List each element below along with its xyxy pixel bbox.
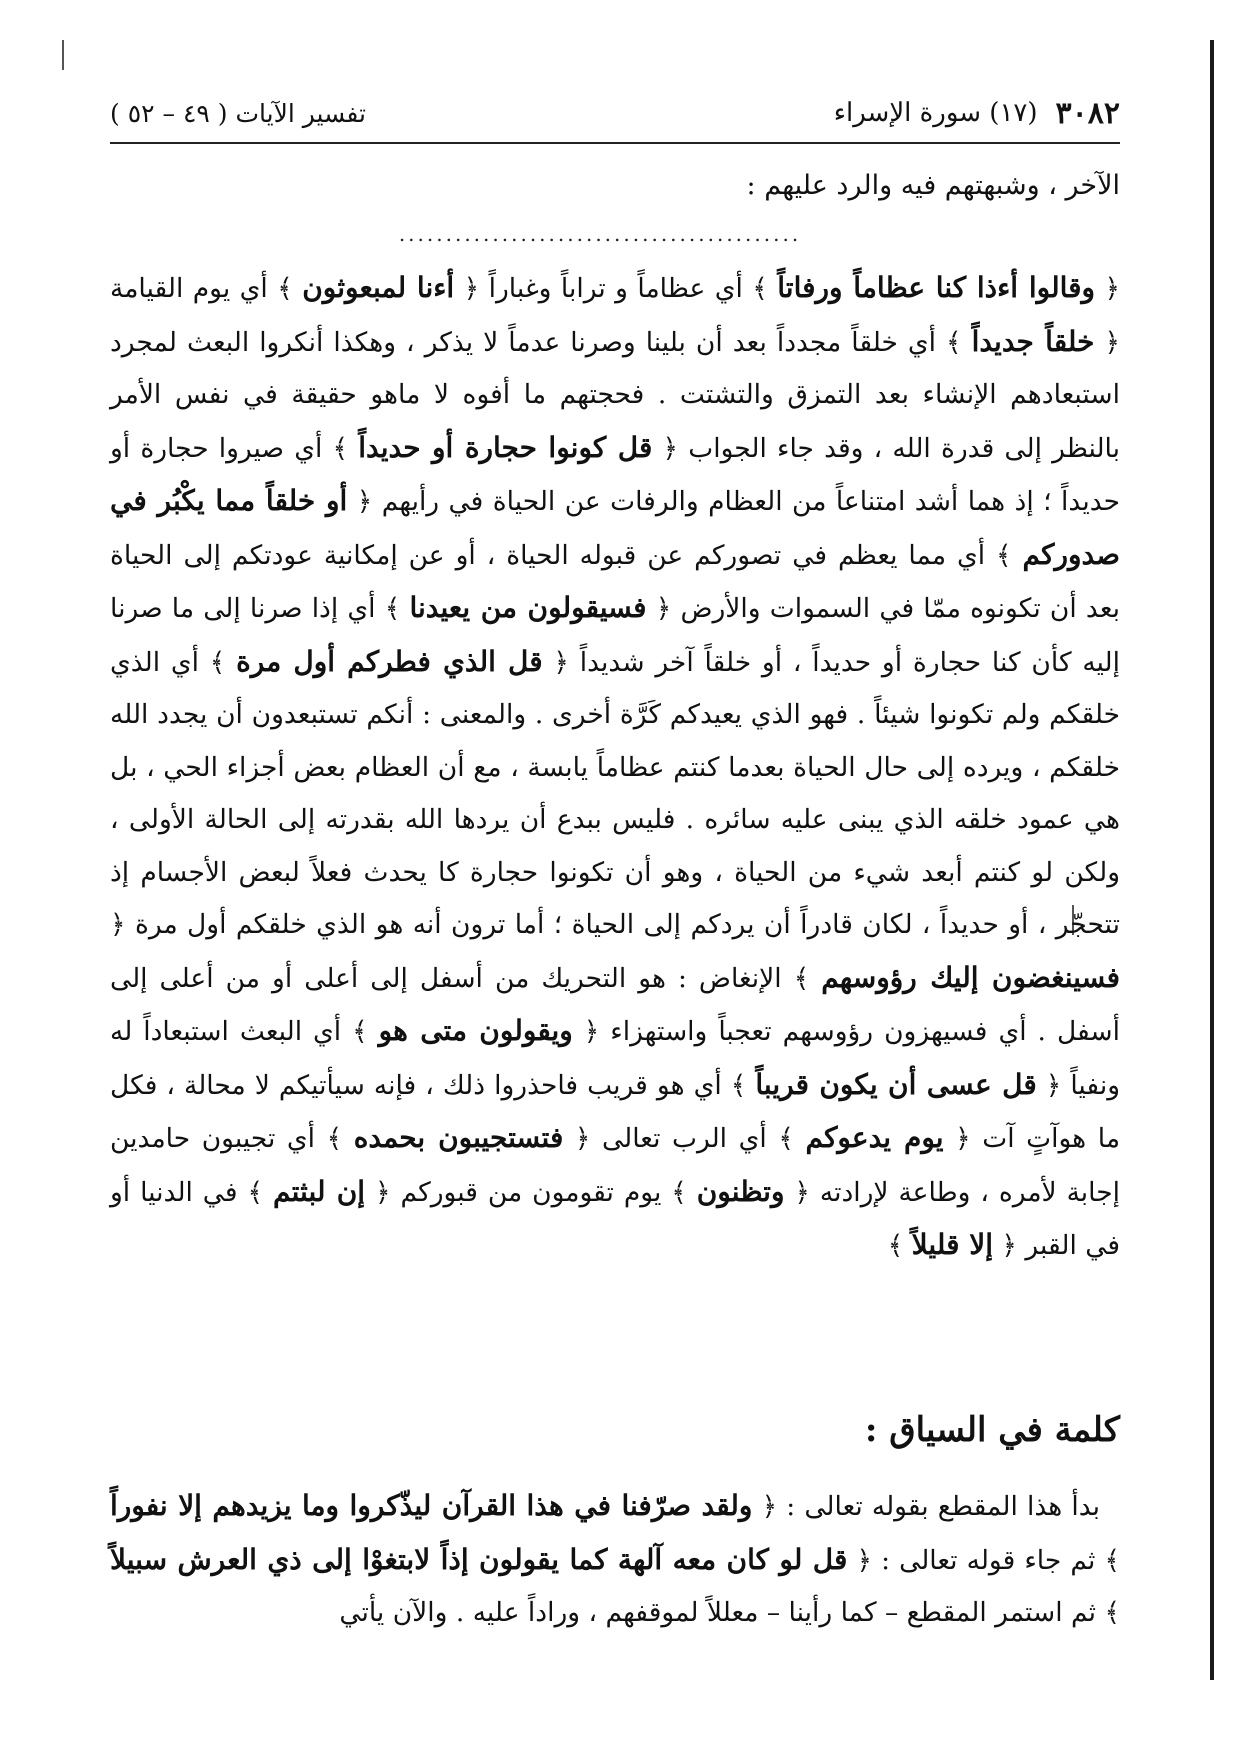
dotted-separator: ........................................... <box>398 222 802 246</box>
commentary-text: ﴾ يوم تقومون من قبوركم ﴿ <box>365 1176 697 1208</box>
commentary-text: ﴾ أي خلقاً مجدداً بعد أن بلينا وصرنا عدماً لا يذكر ، وهكذا أنكروا البعث لمجرد استبعادهم الإنشاء بعد التمزق والتشتت . فحجتهم ما أفوه لا ماهو حقيقة في نفس الأمر بالنظر إلى قدرة الله ، وقد جاء الجواب ﴿ <box>110 326 1121 464</box>
commentary-text: ﴾ أي يوم القيامة ﴿ <box>110 273 1120 358</box>
commentary-paragraph <box>110 262 1120 1273</box>
commentary-text: ﴾ أي البعث استبعاداً له ونفياً ﴿ <box>110 1016 1120 1101</box>
commentary-text: ﴾ أي هو قريب فاحذروا ذلك ، فإنه سيأتيكم لا محالة ، فكل ما هوآتٍ آت ﴿ <box>110 1069 1121 1154</box>
quran-quote: قل لو كان معه آلهة كما يقولون إذاً لابتغوْا إلى ذي العرش سبيلاً <box>110 1542 848 1576</box>
quran-quote: فسيقولون من يعيدنا <box>409 591 647 624</box>
commentary-text: ﴿ <box>1095 273 1121 304</box>
quran-quote: إن لبثتم <box>272 1174 366 1208</box>
quran-quote: أءنا لمبعوثون <box>302 271 455 304</box>
commentary-text: ﴾ ثم استمر المقطع – كما رأينا – معللاً لموقفهم ، وراداً عليه . والآن يأتي <box>339 1597 1120 1628</box>
surah-title: (١٧) سورة الإسراء <box>833 98 1038 128</box>
header-divider <box>110 142 1120 144</box>
section-title: تفسير الآيات ( ٤٩ – ٥٢ ) <box>110 98 366 128</box>
quran-quote: ويقولون متى هو <box>378 1014 573 1047</box>
quran-quote: فسينغضون إليك رؤوسهم <box>821 960 1120 994</box>
page-number: ٣٠٨٢ <box>1055 95 1120 131</box>
quran-quote: يوم يدعوكم <box>805 1121 944 1154</box>
commentary-text: ﴾ أي إذا صرنا إلى ما صرنا إليه كأن كنا حجارة أو حديداً ، أو خلقاً آخر شديداً ﴿ <box>110 593 1120 678</box>
quran-quote: قل كونوا حجارة أو حديداً <box>358 430 653 464</box>
quran-quote: أو خلقاً مما يكْبُر في صدوركم <box>110 484 1120 571</box>
scan-mark <box>62 40 64 70</box>
paragraph-1 <box>110 262 1120 1273</box>
commentary-text: ﴾ أي صيروا حجارة أو حديداً ؛ إذ هما أشد امتناعاً من العظام والرفات عن الحياة في رأيهم ﴿ <box>110 432 1120 517</box>
commentary-text: ﴾ أي عظاماً و تراباً وغباراً ﴿ <box>454 273 778 304</box>
commentary-text: ﴾ أي تجيبون حامدين إجابة لأمره ، وطاعة لإرادته ﴿ <box>110 1123 1120 1208</box>
section-heading: كلمة في السياق : <box>864 1410 1120 1450</box>
commentary-text: ﴾ أي مما يعظم في تصوركم عن قبوله الحياة ، أو عن إمكانية عودتكم إلى الحياة بعد أن تكونوه ممّا في السموات والأرض ﴿ <box>110 539 1121 624</box>
commentary-text: ﴾ <box>887 1230 912 1261</box>
paragraph-2 <box>110 1480 1120 1640</box>
margin-rule <box>1210 40 1214 1680</box>
quran-quote: فتستجيبون بحمده <box>353 1121 564 1154</box>
quran-quote: ولقد صرّفنا في هذا القرآن ليذّكروا وما يزيدهم إلا نفوراً <box>110 1489 753 1522</box>
commentary-text: ﴾ الإنغاض : هو التحريك من أسفل إلى أعلى أو من أعلى إلى أسفل . أي فسيهزون رؤوسهم تعجباً واستهزاء ﴿ <box>110 962 1120 1047</box>
commentary-text: ﴾ ثم جاء قوله تعالى : ﴿ <box>847 1544 1120 1576</box>
intro-line: الآخر ، وشبهتهم فيه والرد عليهم : <box>746 170 1120 201</box>
quran-quote: قل الذي فطركم أول مرة <box>236 644 543 678</box>
header-right <box>834 96 1120 131</box>
quran-quote: قل عسى أن يكون قريباً <box>755 1067 1037 1101</box>
context-paragraph <box>110 1480 1120 1640</box>
commentary-text: ﴾ في الدنيا أو في القبر ﴿ <box>110 1176 1120 1261</box>
quran-quote: إلا قليلاً <box>911 1228 993 1261</box>
commentary-text: ﴾ أي الذي خلقكم ولم تكونوا شيئاً . فهو الذي يعيدكم كَرَّة أخرى . والمعنى : أنكم تستبعدون أن يجدد الله خلقكم ، ويرده إلى حال الحياة بعدما كنتم عظاماً يابسة ، مع أن العظام بعض أجزاء الحي ، بل هي عمود خلقه الذي يبنى عليه سائره . فليس ببدع أن يردها الله بقدرته إلى الحالة الأولى ، ولكن لو كنتم أبعد شيء من الحياة ، وهو أن تكونوا حجارة كا يحدث فعلاً لبعض الأجسام إذ تتحجّر ، أو حديداً ، لكان قادراً أن يردكم إلى الحياة ؛ أما ترون أنه هو الذي خلقكم أول مرة ﴿ <box>110 646 1120 940</box>
quran-quote: وتظنون <box>696 1174 785 1208</box>
commentary-text: ﴾ أي الرب تعالى ﴿ <box>563 1123 806 1154</box>
quran-quote: وقالوا أءذا كنا عظاماً ورفاتاً <box>777 271 1096 304</box>
quran-quote: خلقاً جديداً <box>971 324 1095 358</box>
page-header <box>110 88 1120 138</box>
commentary-text: بدأ هذا المقطع بقوله تعالى : ﴿ <box>752 1491 1100 1522</box>
